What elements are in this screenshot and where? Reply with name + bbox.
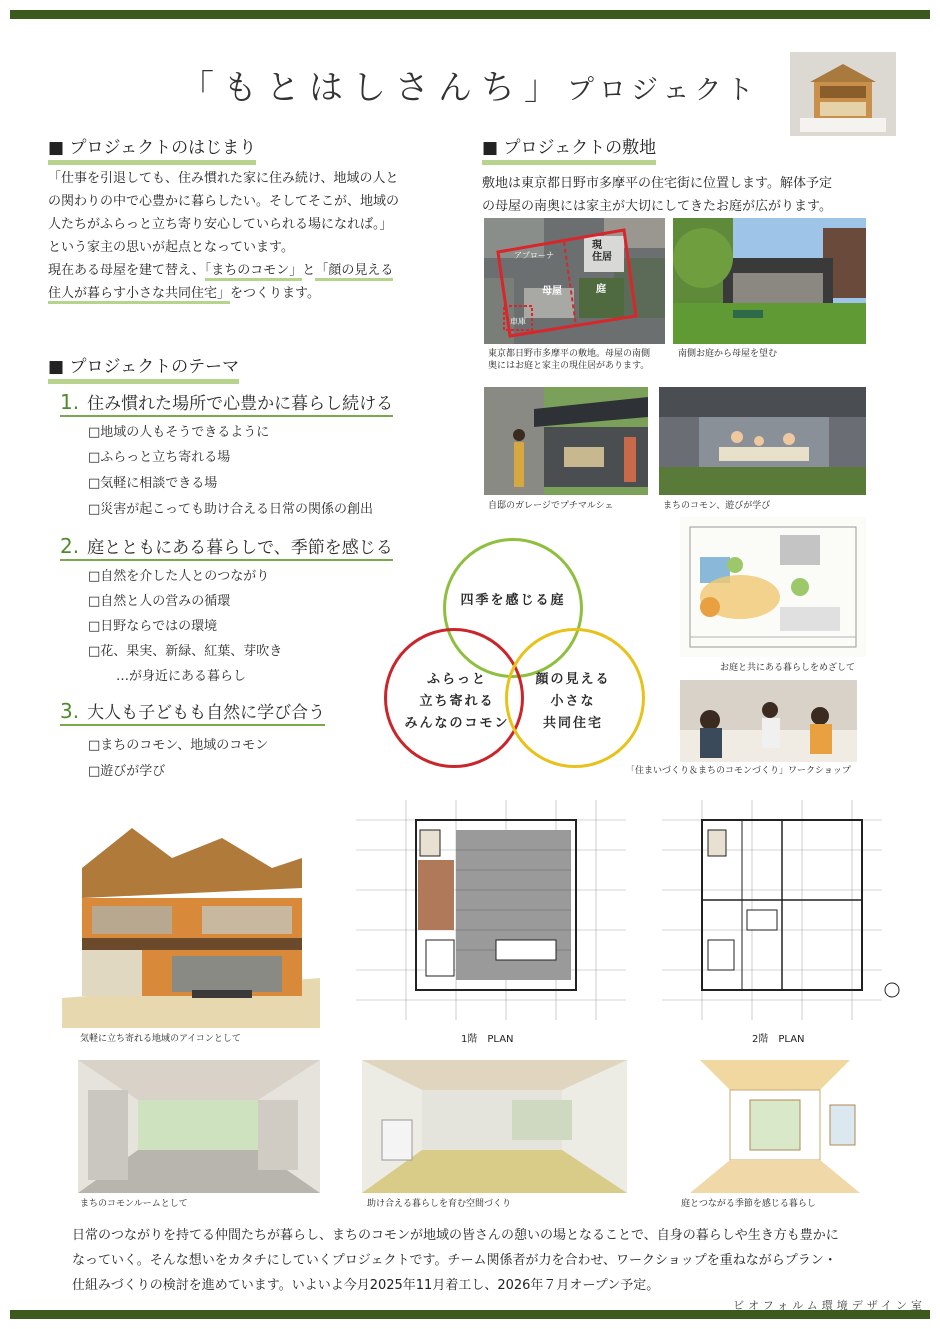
- start-highlight-face-b: 住人が暮らす小さな共同住宅」: [48, 286, 230, 304]
- theme-1-number: 1.: [60, 390, 80, 414]
- venn-label-garden: 四季を感じる庭: [460, 593, 566, 608]
- page-title: [180, 60, 780, 109]
- start-line-3: 人たちがふらっと立ち寄り安心していられる場になれば。」: [48, 217, 393, 232]
- closing-text: [72, 1223, 872, 1298]
- footer-credit: ビオフォルム環境デザイン室: [733, 1299, 926, 1312]
- caption-interior-3: 庭とつながる季節を感じる暮らし: [681, 1199, 816, 1209]
- interior-rendering-1: [78, 1060, 320, 1193]
- theme-2-item: □花、果実、新緑、紅葉、芽吹き: [88, 644, 283, 659]
- workshop-photo: [680, 680, 857, 762]
- project-start-text: [48, 167, 448, 305]
- theme-1-item: □気軽に相談できる場: [88, 476, 218, 491]
- heading-project-start: ■ プロジェクトのはじまり: [48, 133, 256, 165]
- theme-1-title: 住み慣れた場所で心豊かに暮らし続ける: [87, 394, 394, 414]
- map-label-garage: 車庫: [510, 317, 526, 326]
- common-play-photo: [659, 387, 866, 495]
- heading-project-theme: ■ プロジェクトのテーマ: [48, 352, 239, 384]
- start-highlight-face-a: 「顔の見える: [315, 263, 393, 281]
- start-line-1: 「仕事を引退しても、住み慣れた家に住み続け、地域の人と: [48, 171, 399, 186]
- map-label-main-house: 母屋: [542, 286, 562, 297]
- caption-garage: 自邸のガレージでプチマルシェ: [488, 501, 614, 511]
- start-line-5b: と: [302, 263, 316, 278]
- venn-label-common: ふらっと 立ち寄れる みんなのコモン: [404, 672, 510, 731]
- caption-interior-2: 助け合える暮らしを育む空間づくり: [367, 1199, 512, 1209]
- title-sub: プロジェクト: [567, 75, 759, 106]
- exterior-rendering: [62, 818, 320, 1028]
- start-line-2: の関わりの中で心豊かに暮らしたい。そしてそこが、地域の: [48, 194, 400, 209]
- heading-project-site: ■ プロジェクトの敷地: [482, 133, 656, 165]
- garden-plan-drawing: [680, 517, 866, 657]
- theme-2-title: 庭とともにある暮らしで、季節を感じる: [87, 538, 393, 558]
- site-line-1: 敷地は東京都日野市多摩平の住宅街に位置します。解体予定: [482, 176, 832, 191]
- map-label-current-house: 現 住居: [592, 240, 612, 263]
- caption-workshop: 「住まいづくり＆まちのコモンづくり」ワークショップ: [626, 766, 851, 776]
- theme-1-item: □災害が起こっても助け合える日常の関係の創出: [88, 502, 374, 517]
- theme-2-number: 2.: [60, 534, 80, 558]
- closing-line-1: 日常のつながりを持てる仲間たちが暮らし、まちのコモンが地域の皆さんの憩いの場となることで、自身の暮らしや生き方も豊かに: [72, 1228, 839, 1243]
- floor-plan-2: [652, 790, 914, 1030]
- map-label-garden: 庭: [596, 284, 606, 295]
- theme-1-heading: [60, 389, 393, 417]
- start-highlight-common: 「まちのコモン」: [205, 263, 303, 281]
- caption-common: まちのコモン、遊びが学び: [663, 501, 771, 511]
- start-line-4: という家主の思いが起点となっています。: [48, 240, 294, 255]
- theme-1-item: □ふらっと立ち寄れる場: [88, 450, 231, 465]
- top-bar: [10, 10, 930, 19]
- caption-plan-2: 2階 PLAN: [752, 1034, 805, 1045]
- theme-3-number: 3.: [60, 699, 80, 723]
- closing-line-3: 仕組みづくりの検討を進めています。いよいよ今月2025年11月着工し、2026年７月オープン予定。: [72, 1278, 660, 1293]
- start-line-6: をつくります。: [230, 286, 320, 301]
- model-photo: [790, 52, 896, 136]
- garage-marche-photo: [484, 387, 648, 495]
- garden-view-photo: [673, 218, 866, 344]
- caption-map: 東京都日野市多摩平の敷地。母屋の南側 奥にはお庭と家主の現住居があります。: [488, 349, 651, 371]
- title-main: 「もとはしさんち」: [180, 68, 567, 108]
- theme-3-title: 大人も子どもも自然に学び合う: [87, 703, 326, 723]
- caption-garden-plan: お庭と共にある暮らしをめざして: [720, 663, 856, 673]
- venn-label-housing: 顔の見える 小さな 共同住宅: [535, 672, 611, 731]
- aerial-map-photo: [484, 218, 665, 344]
- interior-rendering-2: [362, 1060, 627, 1193]
- theme-2-item: □自然と人の営みの循環: [88, 594, 231, 609]
- theme-1-item: □地域の人もそうできるように: [88, 425, 270, 440]
- floor-plan-1: [346, 790, 636, 1030]
- start-line-5a: 現在ある母屋を建て替え、: [48, 263, 205, 278]
- theme-3-item: □遊びが学び: [88, 764, 166, 779]
- theme-3-heading: [60, 698, 325, 726]
- theme-2-heading: [60, 533, 393, 561]
- theme-3-item: □まちのコモン、地域のコモン: [88, 738, 269, 753]
- theme-2-item: □自然を介した人とのつながり: [88, 569, 270, 584]
- closing-line-2: なっていく。そんな想いをカタチにしていくプロジェクトです。チーム関係者が力を合わせ、ワークショップを重ねながらプラン・: [72, 1253, 837, 1268]
- caption-garden-view: 南側お庭から母屋を望む: [678, 349, 778, 359]
- theme-2-item: □日野ならではの環境: [88, 619, 218, 634]
- caption-exterior: 気軽に立ち寄れる地域のアイコンとして: [80, 1034, 241, 1044]
- theme-2-item: …が身近にある暮らし: [116, 669, 247, 684]
- caption-interior-1: まちのコモンルームとして: [80, 1199, 188, 1209]
- project-site-text: [482, 172, 902, 218]
- interior-sketch-3: [680, 1060, 870, 1193]
- map-label-approach: アプローナ: [514, 251, 554, 260]
- site-line-2: の母屋の南奥には家主が大切にしてきたお庭が広がります。: [482, 199, 832, 214]
- caption-plan-1: 1階 PLAN: [461, 1034, 514, 1045]
